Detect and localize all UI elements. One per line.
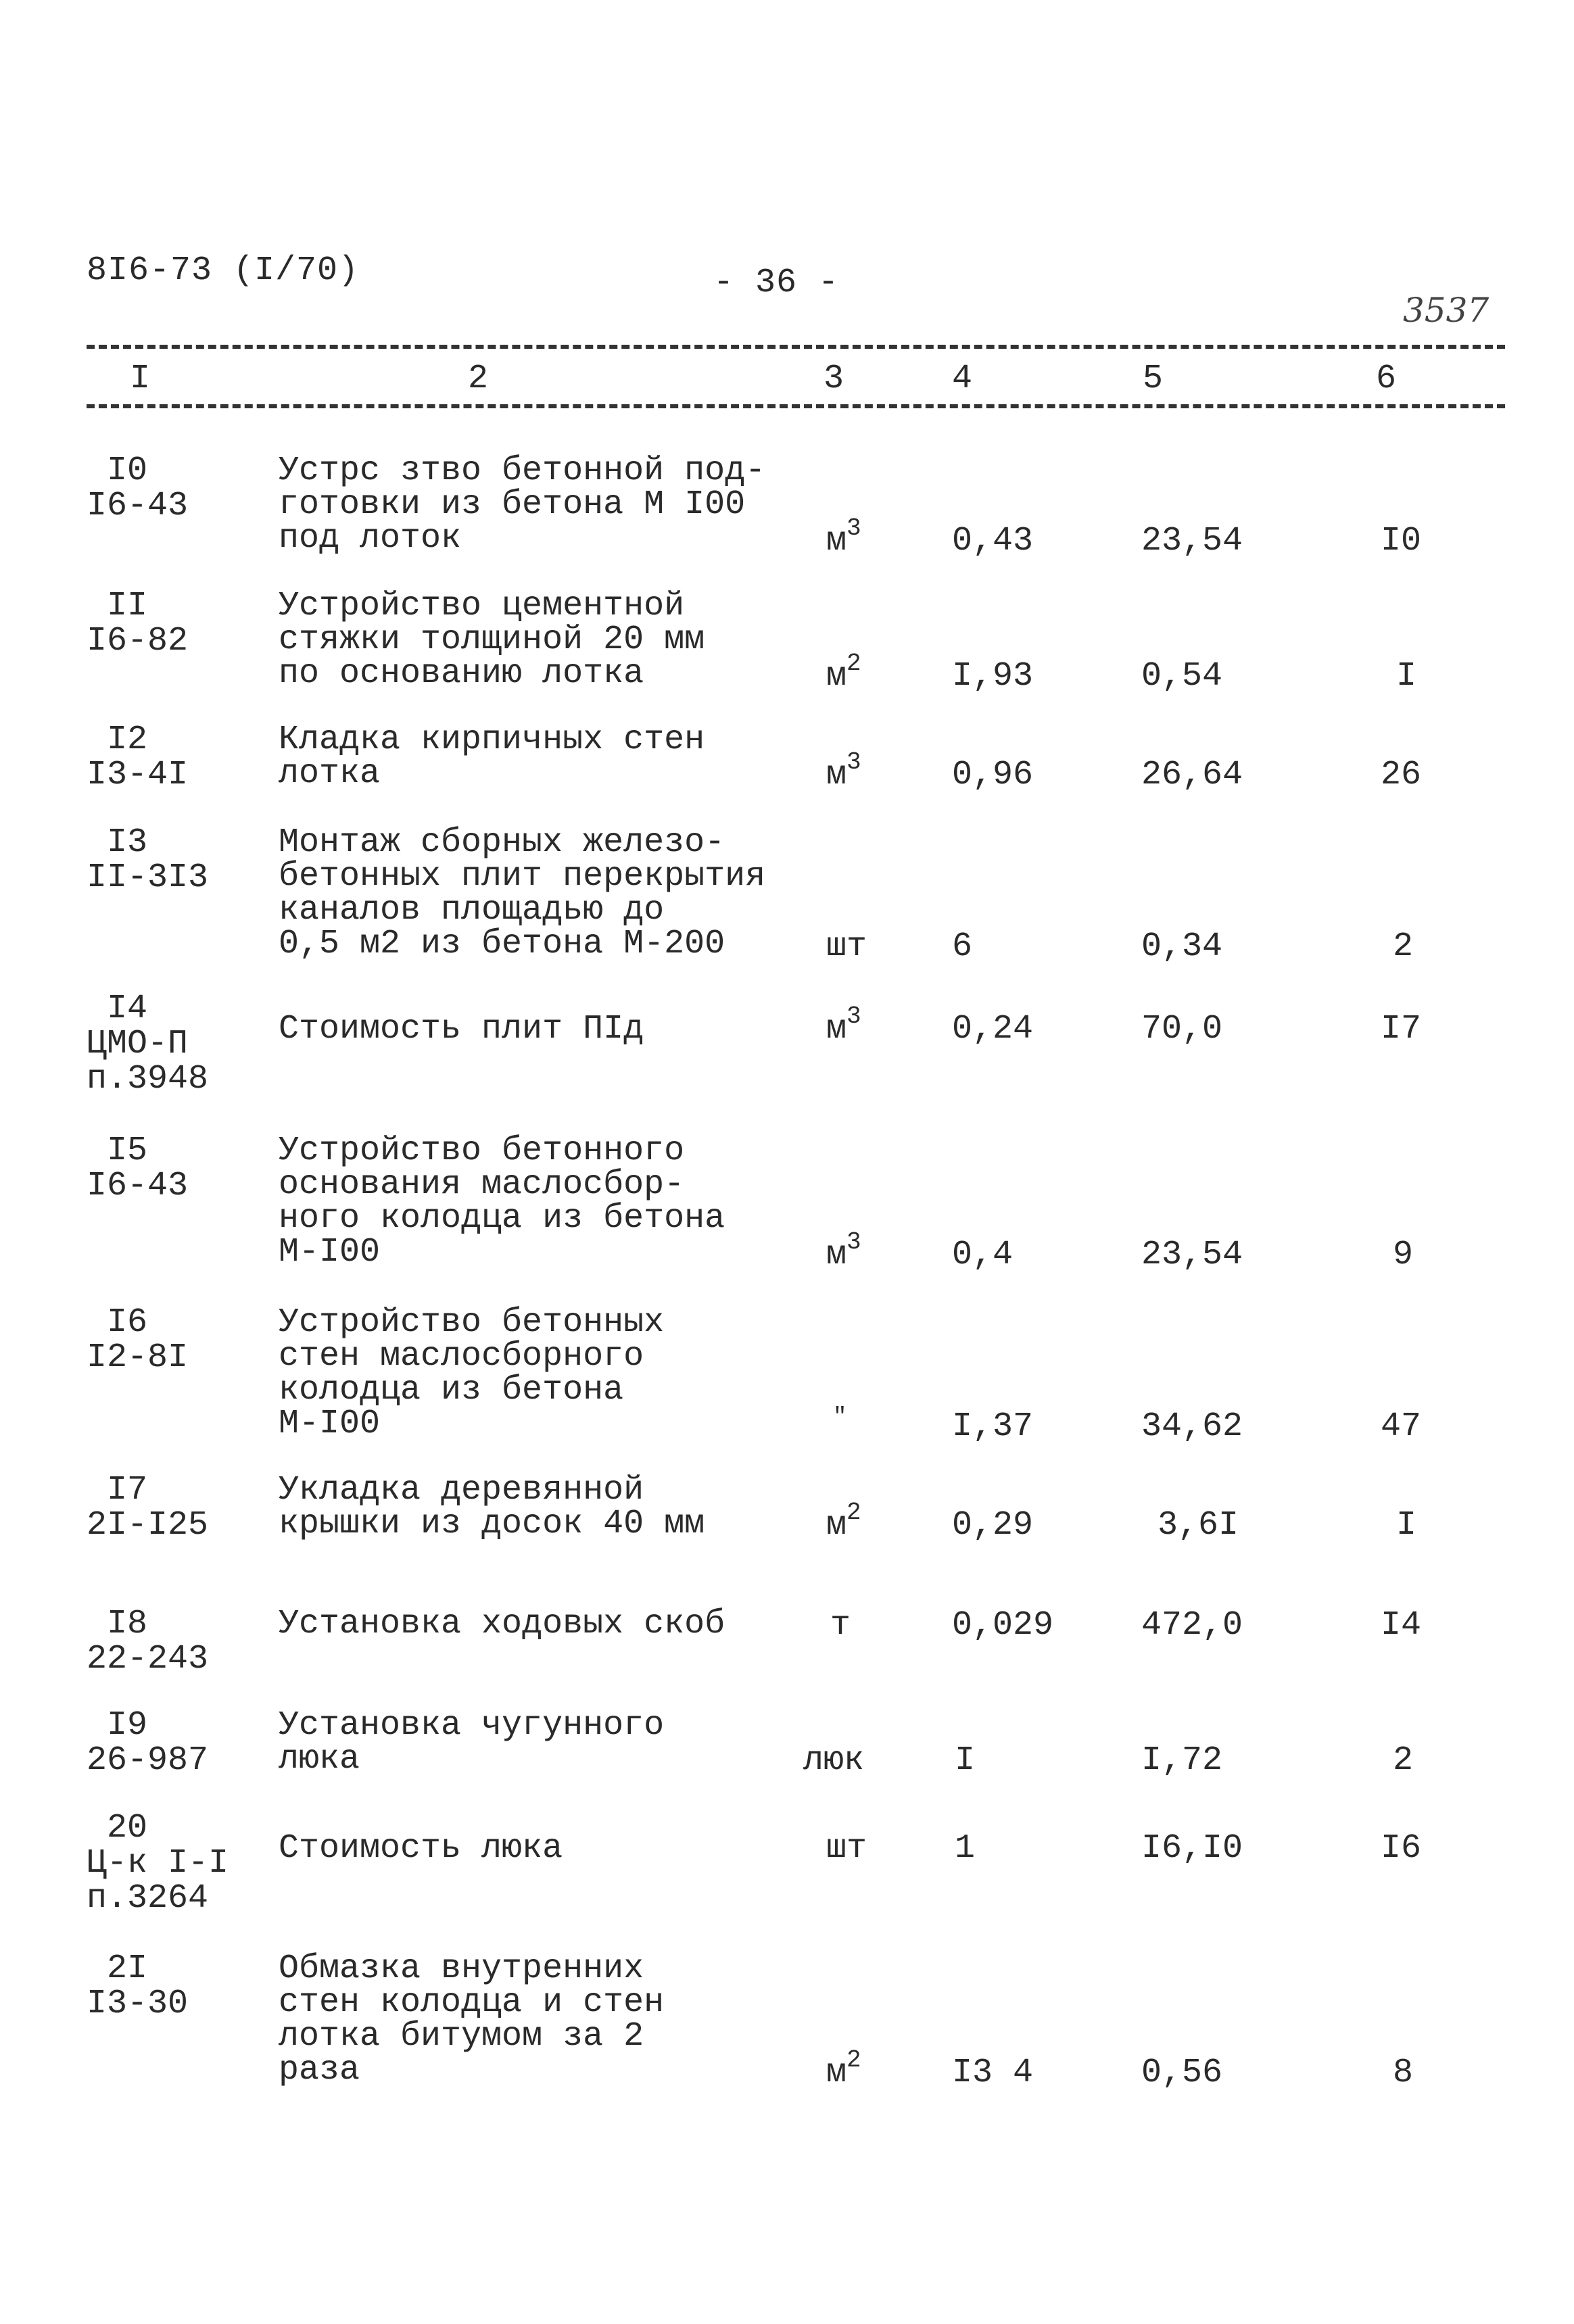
row-description-line: Устрс зтво бетонной под- xyxy=(279,452,766,490)
row-description-line: под лоток xyxy=(279,519,462,558)
row-description-line: Монтаж сборных железо- xyxy=(279,823,725,862)
row-description-line: стяжки толщиной 20 мм xyxy=(279,621,705,659)
row-number: I9 xyxy=(107,1706,148,1745)
row-unit: $м^2$ xyxy=(826,2046,861,2092)
document-code: 8I6-73 (I/70) xyxy=(87,251,360,290)
row-description-line: Устройство бетонного xyxy=(279,1132,685,1170)
row-code: 22-243 xyxy=(87,1640,209,1678)
row-number: I6 xyxy=(107,1303,148,1342)
row-description-line: стен маслосборного xyxy=(279,1337,644,1376)
row-unit: $м^2$ xyxy=(826,1499,861,1545)
row-quantity: 0,43 xyxy=(952,522,1034,560)
row-quantity: I3 4 xyxy=(952,2054,1034,2092)
row-description-line: стен колодца и стен xyxy=(279,1983,665,2022)
row-description-line: люка xyxy=(279,1740,360,1778)
row-description-line: колодца из бетона xyxy=(279,1371,624,1409)
row-total: 47 xyxy=(1381,1407,1422,1446)
row-total: I4 xyxy=(1381,1606,1422,1645)
row-price: 3,6I xyxy=(1158,1506,1239,1545)
row-total: 8 xyxy=(1393,2054,1414,2092)
row-total: I7 xyxy=(1381,1010,1422,1048)
row-quantity: 6 xyxy=(952,927,973,966)
row-unit-ditto: " xyxy=(833,1405,847,1430)
row-description-line: готовки из бетона М I00 xyxy=(279,485,746,524)
row-code: 26-987 xyxy=(87,1741,209,1780)
row-description-line: бетонных плит перекрытия xyxy=(279,857,766,896)
row-price: I,72 xyxy=(1141,1741,1223,1780)
row-number: I0 xyxy=(107,452,148,490)
row-description-line: Обмазка внутренних xyxy=(279,1950,644,1988)
row-code: ЦМО-П xyxy=(87,1025,189,1063)
row-quantity: 0,4 xyxy=(952,1236,1013,1274)
row-price: I6,I0 xyxy=(1141,1829,1243,1868)
row-description-line: раза xyxy=(279,2051,360,2089)
row-description-line: каналов площадью до xyxy=(279,891,665,929)
row-description-line: по основанию лотка xyxy=(279,654,644,693)
row-description-line: М-I00 xyxy=(279,1405,381,1443)
row-code: Ц-к I-I xyxy=(87,1844,229,1883)
row-unit: $м^3$ xyxy=(826,1002,861,1048)
row-quantity: 1 xyxy=(955,1829,976,1868)
row-quantity: I,93 xyxy=(952,657,1034,696)
row-description-line: М-I00 xyxy=(279,1233,381,1272)
row-description-line: лотка xyxy=(279,754,381,793)
row-unit: $м^2$ xyxy=(826,650,861,696)
row-total: 9 xyxy=(1393,1236,1414,1274)
row-number: I4 xyxy=(107,990,148,1028)
row-code: I6-43 xyxy=(87,1167,189,1205)
row-description-line: Стоимость плит ПIд xyxy=(279,1010,644,1048)
row-unit: люк xyxy=(803,1741,865,1780)
row-unit: шт xyxy=(826,927,867,966)
row-quantity: 0,96 xyxy=(952,756,1034,794)
row-code: I3-4I xyxy=(87,756,189,794)
row-quantity: 0,24 xyxy=(952,1010,1034,1048)
row-unit: шт xyxy=(826,1829,867,1868)
row-price: 23,54 xyxy=(1141,522,1243,560)
row-code-line-2: п.3264 xyxy=(87,1879,209,1918)
header-bottom-rule xyxy=(87,404,1505,408)
col-header-1: I xyxy=(130,360,151,398)
row-description-line: ного колодца из бетона xyxy=(279,1199,725,1238)
row-number: I2 xyxy=(107,721,148,759)
row-number: 20 xyxy=(107,1809,148,1847)
row-price: 472,0 xyxy=(1141,1606,1243,1645)
row-unit: $м^3$ xyxy=(826,748,861,794)
row-price: 0,34 xyxy=(1141,927,1223,966)
row-description-line: Укладка деревянной xyxy=(279,1471,644,1509)
row-total: I xyxy=(1396,657,1417,696)
row-number: I7 xyxy=(107,1471,148,1509)
handwritten-page-number: 3537 xyxy=(1403,291,1489,330)
page-number: - 36 - xyxy=(713,264,840,302)
row-code-line-2: п.3948 xyxy=(87,1060,209,1098)
row-unit: $м^3$ xyxy=(826,514,861,560)
col-header-5: 5 xyxy=(1143,360,1164,398)
row-description-line: Кладка кирпичных стен xyxy=(279,721,705,759)
row-number: I8 xyxy=(107,1605,148,1643)
row-code: I6-43 xyxy=(87,487,189,525)
row-quantity: 0,29 xyxy=(952,1506,1034,1545)
row-quantity: I xyxy=(955,1741,976,1780)
col-header-3: 3 xyxy=(824,360,844,398)
col-header-2: 2 xyxy=(468,360,489,398)
row-quantity: 0,029 xyxy=(952,1606,1054,1645)
row-price: 26,64 xyxy=(1141,756,1243,794)
row-code: I2-8I xyxy=(87,1338,189,1377)
row-quantity: I,37 xyxy=(952,1407,1034,1446)
row-number: II xyxy=(107,587,148,625)
row-total: I6 xyxy=(1381,1829,1422,1868)
row-description-line: 0,5 м2 из бетона М-200 xyxy=(279,925,725,963)
row-description-line: крышки из досок 40 мм xyxy=(279,1505,705,1543)
row-code: II-3I3 xyxy=(87,858,209,897)
row-unit: $м^3$ xyxy=(826,1228,861,1274)
row-description-line: основания маслосбор- xyxy=(279,1165,685,1204)
row-price: 70,0 xyxy=(1141,1010,1223,1048)
header-top-rule xyxy=(87,345,1505,349)
col-header-4: 4 xyxy=(952,360,973,398)
row-price: 23,54 xyxy=(1141,1236,1243,1274)
row-description-line: Установка ходовых скоб xyxy=(279,1605,725,1643)
row-price: 0,54 xyxy=(1141,657,1223,696)
row-total: 2 xyxy=(1393,927,1414,966)
row-number: I3 xyxy=(107,823,148,862)
row-description-line: Устройство цементной xyxy=(279,587,685,625)
row-description-line: Стоимость люка xyxy=(279,1829,563,1868)
row-price: 0,56 xyxy=(1141,2054,1223,2092)
row-price: 34,62 xyxy=(1141,1407,1243,1446)
row-total: 26 xyxy=(1381,756,1422,794)
row-total: 2 xyxy=(1393,1741,1414,1780)
row-total: I xyxy=(1396,1506,1417,1545)
row-code: 2I-I25 xyxy=(87,1506,209,1545)
row-description-line: Устройство бетонных xyxy=(279,1303,665,1342)
row-number: I5 xyxy=(107,1132,148,1170)
row-code: I6-82 xyxy=(87,622,189,660)
row-unit: т xyxy=(830,1606,851,1645)
col-header-6: 6 xyxy=(1376,360,1397,398)
row-number: 2I xyxy=(107,1950,148,1988)
row-total: I0 xyxy=(1381,522,1422,560)
row-code: I3-30 xyxy=(87,1985,189,2023)
row-description-line: Установка чугунного xyxy=(279,1706,665,1745)
row-description-line: лотка битумом за 2 xyxy=(279,2017,644,2056)
